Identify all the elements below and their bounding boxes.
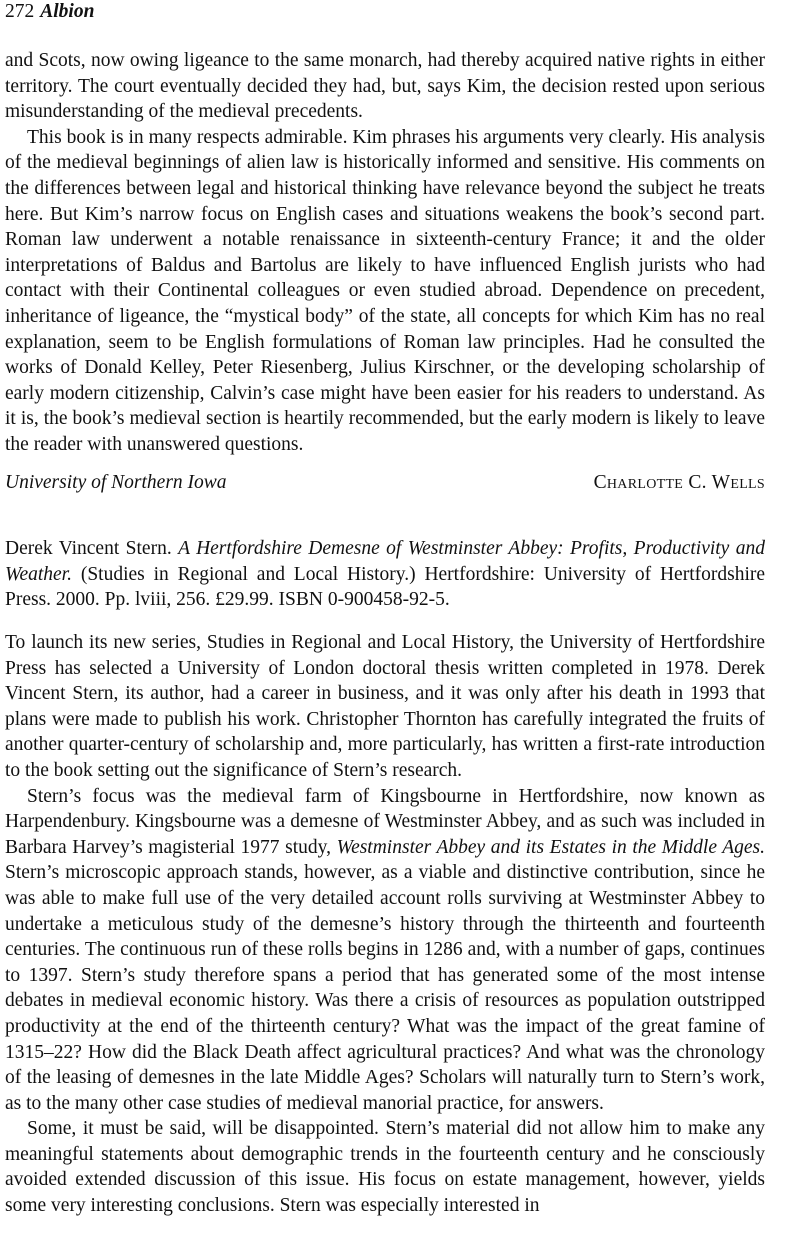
- review-stern-body: [5, 630, 765, 1219]
- paragraph-text: Stern’s microscopic approach stands, however, as a viable and distinctive contribution, since he was able to make full use of the very detailed account rolls surviving at Westminster Abbey to undertake a meticulous study of the demesne’s history through the thirteenth and fourteenth centuries. The continuous run of these rolls begins in 1286 and, with a number of gaps, continues to 1397. Stern’s study therefore spans a period that has generated some of the most intense debates in medieval economic history. Was there a crisis of resources as population outstripped productivity at the end of the thirteenth century? What was the impact of the great famine of 1315–22? How did the Black Death affect agricultural practices? And what was the chronology of the leasing of demesnes in the late Middle Ages? Scholars will naturally turn to Stern’s work, as to the many other case studies of medieval manorial practice, for answers.: [5, 862, 765, 1114]
- paragraph-text: Stern’s focus was the medieval farm of Kingsbourne in Hertfordshire, now known as Harpendenbury. Kingsbourne was a demesne of Westminster Abbey, and as such was included in Barbara Harvey’s magisterial 1977 study,: [5, 785, 765, 858]
- paragraph: [5, 784, 765, 1117]
- paragraph: and Scots, now owing ligeance to the same monarch, had thereby acquired native rights in either territory. The court eventually decided they had, but, says Kim, the decision rested upon serious misunderstanding of the medieval precedents.: [5, 50, 765, 123]
- reviewer-name: Charlotte C. Wells: [593, 472, 765, 493]
- citation-author: Derek Vincent Stern.: [5, 538, 172, 559]
- review-kim-continuation: [5, 48, 765, 458]
- paragraph: This book is in many respects admirable. Kim phrases his arguments very clearly. His analysis of the medieval beginnings of alien law is historically informed and sensitive. His comments on the differences between legal and historical thinking have relevance beyond the subject he treats here. But Kim’s narrow focus on English cases and situations weakens the book’s second part. Roman law underwent a notable renaissance in sixteenth-century France; it and the older interpretations of Baldus and Bartolus are likely to have influenced English jurists who had contact with their Continental colleagues or even studied abroad. Dependence on precedent, inheritance of ligeance, the “mystical body” of the state, all concepts for which Kim has no real explanation, seem to be English formulations of Roman law principles. Had he consulted the works of Donald Kelley, Peter Riesenberg, Julius Kirschner, or the developing scholarship of early modern citizenship, Calvin’s case might have been easier for his readers to understand. As it is, the book’s medieval section is heartily recommended, but the early modern is likely to leave the reader with unanswered questions.: [5, 126, 765, 455]
- book-citation: [5, 536, 765, 613]
- page-number: 272: [5, 1, 35, 22]
- cited-book-title: Westminster Abbey and its Estates in the Middle Ages.: [336, 836, 766, 858]
- running-head: [5, 0, 94, 24]
- journal-title: Albion: [40, 1, 95, 22]
- reviewer-affiliation: University of Northern Iowa: [5, 472, 227, 493]
- paragraph: To launch its new series, Studies in Regional and Local History, the University of Hertfordshire Press has selected a University of London doctoral thesis written completed in 1978. Derek Vincent Stern, its author, had a career in business, and it was only after his death in 1993 that plans were made to publish his work. Christopher Thornton has carefully integrated the fruits of another quarter-century of scholarship and, more particularly, has written a first-rate introduction to the book setting out the significance of Stern’s research.: [5, 632, 765, 781]
- citation-title: A Hertfordshire Demesne of Westminster Abbey: Profits, Productivity and Weather.: [5, 538, 765, 585]
- citation-details: (Studies in Regional and Local History.) Hertfordshire: University of Hertfordshire Press. 2000. Pp. lviii, 256. £29.99. ISBN 0-900458-92-5.: [5, 563, 766, 611]
- paragraph: Some, it must be said, will be disappointed. Stern’s material did not allow him to make any meaningful statements about demographic trends in the fourteenth century and he consciously avoided extended discussion of this issue. His focus on estate management, however, yields some very interesting conclusions. Stern was especially interested in: [5, 1118, 765, 1217]
